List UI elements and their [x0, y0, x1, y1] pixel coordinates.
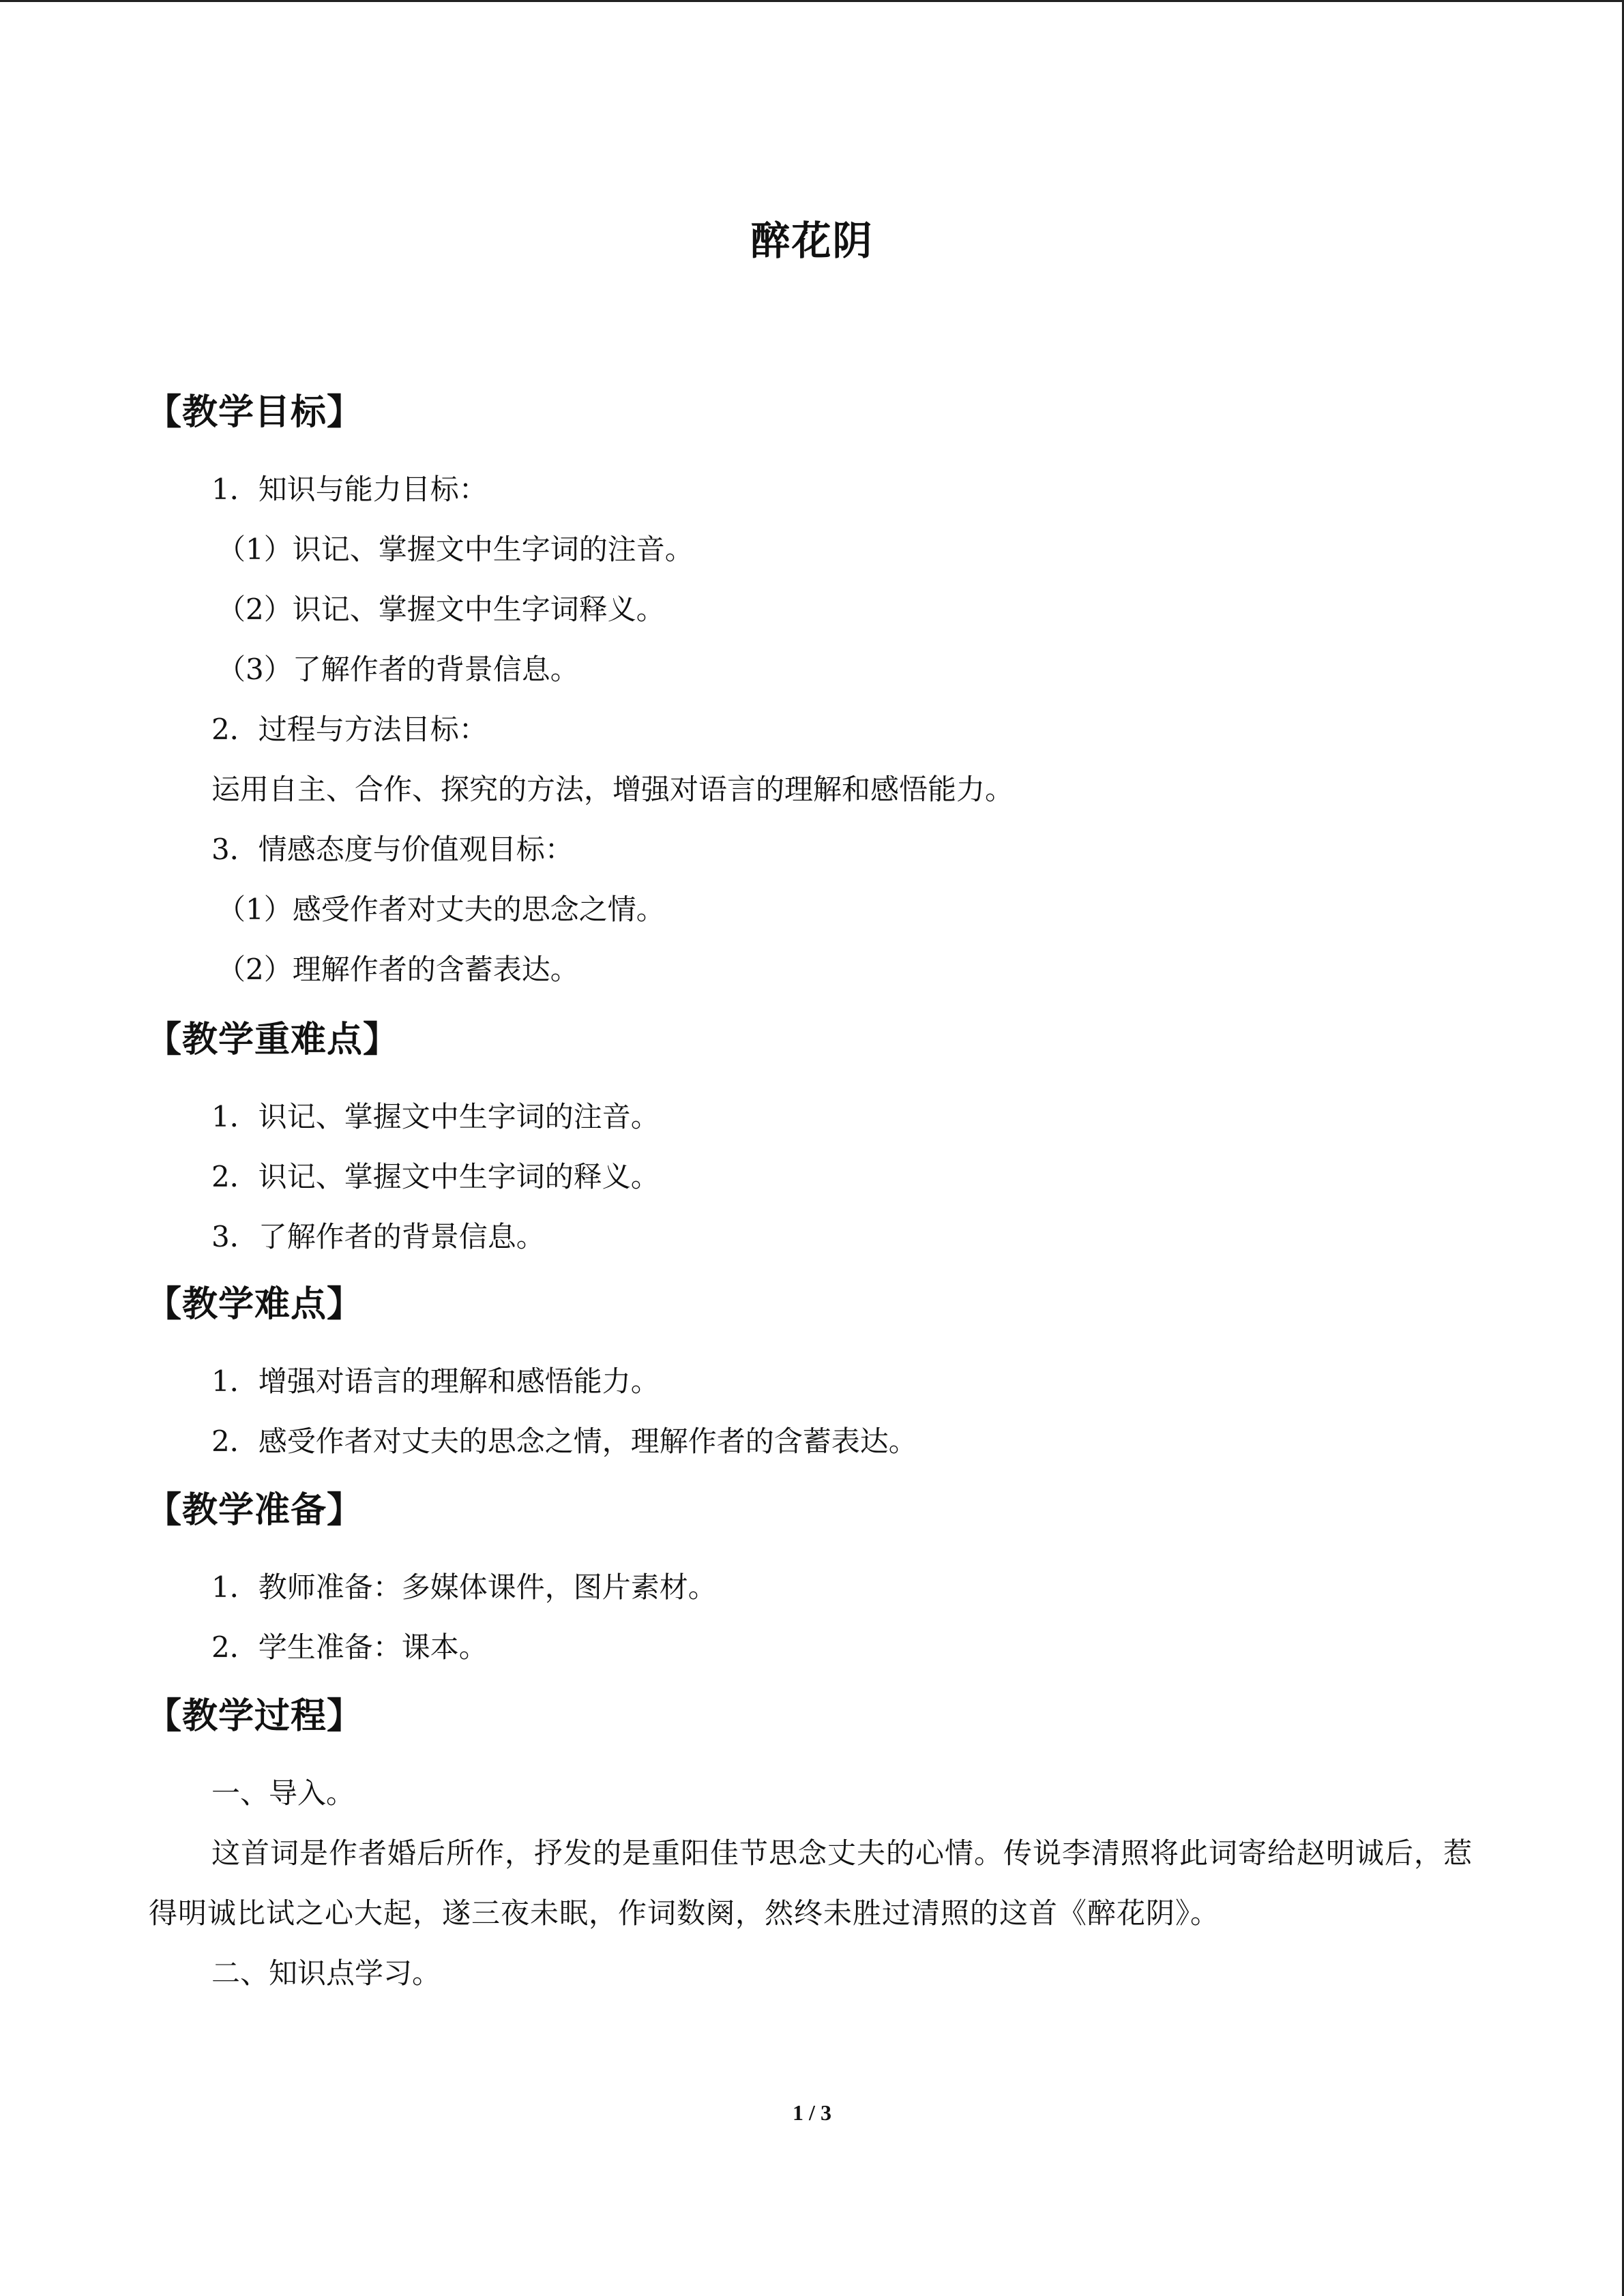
process-step-label: 一、导入。: [211, 1776, 355, 1810]
key-point-line: 1．识记、掌握文中生字词的注音。: [211, 1100, 660, 1133]
section-heading: 【教学目标】: [146, 392, 364, 433]
goal-line: 3．情感态度与价值观目标：: [211, 833, 574, 866]
key-point-line: 2．识记、掌握文中生字词的释义。: [211, 1160, 660, 1193]
section-heading: 【教学难点】: [146, 1284, 364, 1325]
goal-line: （1）识记、掌握文中生字词的注音。: [217, 533, 694, 566]
goal-line: （2）识记、掌握文中生字词释义。: [217, 593, 665, 626]
preparation-line: 1．教师准备：多媒体课件，图片素材。: [211, 1570, 717, 1604]
difficulty-line: 2．感受作者对丈夫的思念之情，理解作者的含蓄表达。: [211, 1425, 917, 1458]
section-heading: 【教学准备】: [146, 1490, 364, 1531]
section-preparation: [146, 1487, 1486, 1678]
section-teaching-goals: [146, 389, 1486, 1000]
preparation-line: 2．学生准备：课本。: [211, 1630, 488, 1664]
section-heading: 【教学重难点】: [146, 1019, 400, 1060]
intro-paragraph: 这首词是作者婚后所作，抒发的是重阳佳节思念丈夫的心情。传说李清照将此词寄给赵明诚后，惹得明诚比试之心大起，遂三夜未眠，作词数阕，然终未胜过清照的这首《醉花阴》。: [149, 1836, 1473, 1930]
goal-line: 2．过程与方法目标：: [211, 713, 488, 746]
difficulty-line: 1．增强对语言的理解和感悟能力。: [211, 1365, 660, 1398]
goal-line: （2）理解作者的含蓄表达。: [217, 953, 579, 986]
process-step-label: 二、知识点学习。: [211, 1956, 441, 1990]
goal-line: （3）了解作者的背景信息。: [217, 653, 579, 686]
page-indicator: 1 / 3: [793, 2100, 831, 2125]
document-title: 醉花阴: [750, 218, 874, 264]
goal-line: 1．知识与能力目标：: [211, 473, 488, 506]
section-difficulties: [146, 1281, 1486, 1472]
goal-line: 运用自主、合作、探究的方法，增强对语言的理解和感悟能力。: [211, 773, 1014, 806]
key-point-line: 3．了解作者的背景信息。: [211, 1220, 545, 1253]
section-key-points: [146, 1016, 1486, 1267]
section-heading: 【教学过程】: [146, 1696, 364, 1737]
goal-line: （1）感受作者对丈夫的思念之情。: [217, 893, 665, 926]
section-process: [146, 1693, 1486, 2003]
